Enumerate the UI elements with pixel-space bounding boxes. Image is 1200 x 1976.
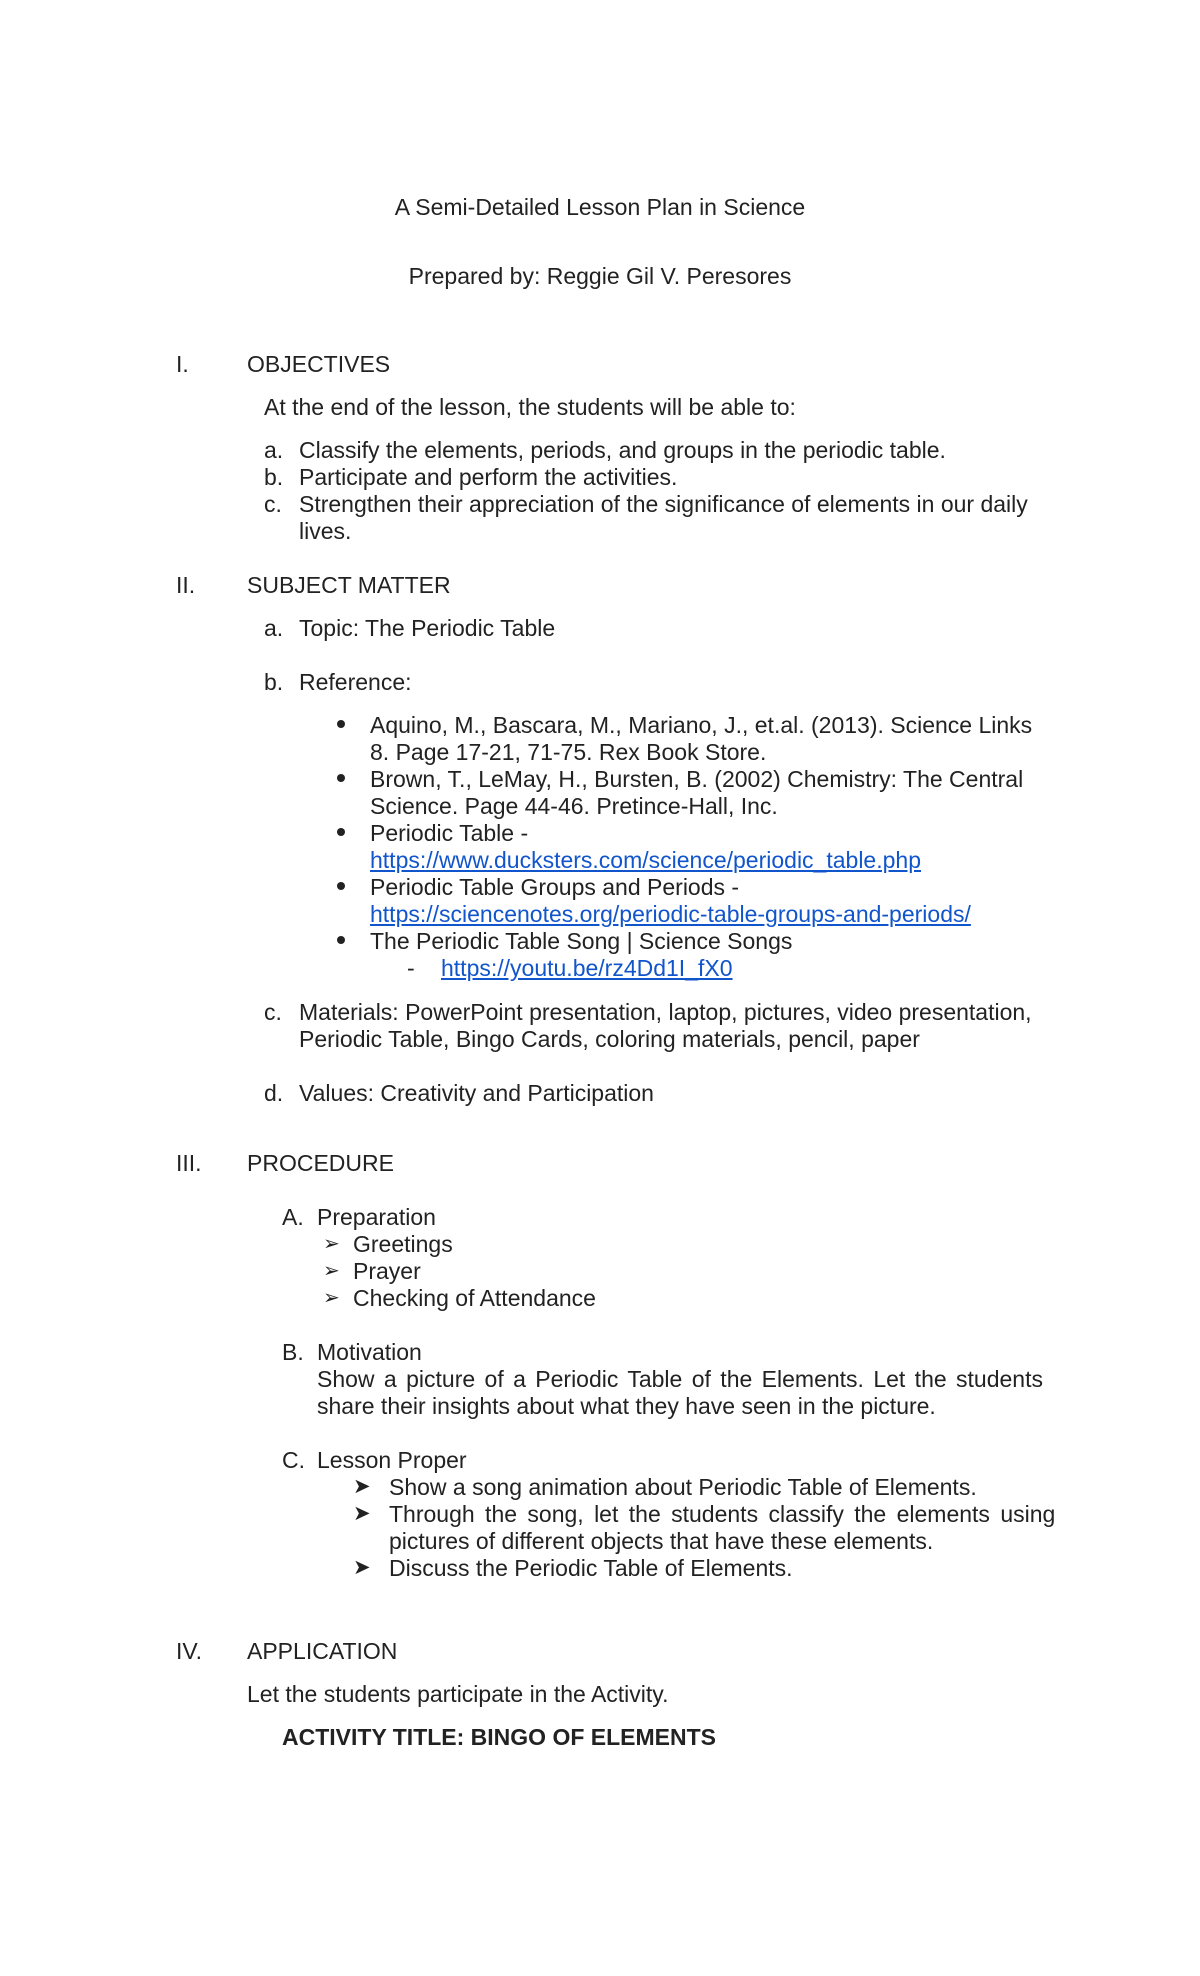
arrow-bullet-icon: ➢ bbox=[323, 1260, 340, 1282]
reference-item: Periodic Table - bbox=[370, 820, 529, 846]
reference-item: Periodic Table Groups and Periods - bbox=[370, 874, 740, 900]
objective-item: Participate and perform the activities. bbox=[299, 464, 678, 490]
reference-item: The Periodic Table Song | Science Songs bbox=[370, 928, 793, 954]
list-letter: b. bbox=[264, 669, 284, 695]
section-heading-objectives: OBJECTIVES bbox=[247, 351, 391, 377]
lesson-proper-item: Through the song, let the students classify the elements using bbox=[389, 1501, 1056, 1527]
arrow-bullet-icon: ➢ bbox=[323, 1233, 340, 1255]
document-title: A Semi-Detailed Lesson Plan in Science bbox=[394, 194, 806, 220]
preparation-item: Prayer bbox=[353, 1258, 421, 1284]
preparation-item: Checking of Attendance bbox=[353, 1285, 596, 1311]
section-numeral: III. bbox=[176, 1150, 202, 1176]
arrow-bullet-icon: ➢ bbox=[323, 1287, 340, 1309]
lesson-proper-item: Show a song animation about Periodic Table of Elements. bbox=[389, 1474, 977, 1500]
objective-item-continued: lives. bbox=[299, 518, 352, 544]
reference-item: Brown, T., LeMay, H., Bursten, B. (2002) Chemistry: The Central bbox=[370, 766, 1024, 792]
section-heading-subject-matter: SUBJECT MATTER bbox=[247, 572, 451, 598]
motivation-title: Motivation bbox=[317, 1339, 422, 1365]
list-letter: B. bbox=[282, 1339, 304, 1365]
lesson-proper-item: Discuss the Periodic Table of Elements. bbox=[389, 1555, 793, 1581]
bold-arrow-bullet-icon: ➤ bbox=[353, 1556, 371, 1579]
section-heading-procedure: PROCEDURE bbox=[247, 1150, 394, 1176]
materials-continued: Periodic Table, Bingo Cards, coloring materials, pencil, paper bbox=[299, 1026, 920, 1052]
reference-link[interactable]: https://sciencenotes.org/periodic-table-groups-and-periods/ bbox=[370, 901, 971, 927]
list-letter: d. bbox=[264, 1080, 284, 1106]
section-heading-application: APPLICATION bbox=[247, 1638, 398, 1664]
objective-item: Strengthen their appreciation of the significance of elements in our daily bbox=[299, 491, 1028, 517]
objective-item: Classify the elements, periods, and groups in the periodic table. bbox=[299, 437, 946, 463]
bullet-dot-icon bbox=[337, 720, 345, 728]
section-numeral: II. bbox=[176, 572, 196, 598]
bullet-dot-icon bbox=[337, 882, 345, 890]
reference-link[interactable]: https://youtu.be/rz4Dd1I_fX0 bbox=[441, 955, 733, 981]
application-intro: Let the students participate in the Activity. bbox=[247, 1681, 669, 1707]
materials: Materials: PowerPoint presentation, laptop, pictures, video presentation, bbox=[299, 999, 1032, 1025]
bold-arrow-bullet-icon: ➤ bbox=[353, 1475, 371, 1498]
motivation-text-continued: share their insights about what they have seen in the picture. bbox=[317, 1393, 936, 1419]
preparation-title: Preparation bbox=[317, 1204, 436, 1230]
bullet-dot-icon bbox=[337, 828, 345, 836]
list-letter: b. bbox=[264, 464, 284, 490]
reference-item-continued: Science. Page 44-46. Pretince-Hall, Inc. bbox=[370, 793, 778, 819]
values: Values: Creativity and Participation bbox=[299, 1080, 654, 1106]
lesson-proper-item-continued: pictures of different objects that have these elements. bbox=[389, 1528, 934, 1554]
list-letter: a. bbox=[264, 615, 284, 641]
motivation-text: Show a picture of a Periodic Table of the Elements. Let the students bbox=[317, 1366, 1043, 1392]
reference-label: Reference: bbox=[299, 669, 412, 695]
reference-item: Aquino, M., Bascara, M., Mariano, J., et.al. (2013). Science Links bbox=[370, 712, 1033, 738]
list-letter: c. bbox=[264, 491, 282, 517]
section-numeral: IV. bbox=[176, 1638, 203, 1664]
objectives-intro: At the end of the lesson, the students will be able to: bbox=[264, 394, 796, 420]
reference-link[interactable]: https://www.ducksters.com/science/periodic_table.php bbox=[370, 847, 921, 873]
list-letter: C. bbox=[282, 1447, 305, 1473]
bullet-dot-icon bbox=[337, 936, 345, 944]
preparation-item: Greetings bbox=[353, 1231, 453, 1257]
list-letter: A. bbox=[282, 1204, 304, 1230]
activity-title: ACTIVITY TITLE: BINGO OF ELEMENTS bbox=[282, 1724, 717, 1750]
list-letter: a. bbox=[264, 437, 284, 463]
reference-item-continued: 8. Page 17-21, 71-75. Rex Book Store. bbox=[370, 739, 767, 765]
bullet-dot-icon bbox=[337, 774, 345, 782]
topic: Topic: The Periodic Table bbox=[299, 615, 556, 641]
bold-arrow-bullet-icon: ➤ bbox=[353, 1502, 371, 1525]
section-numeral: I. bbox=[176, 351, 189, 377]
prepared-by: Prepared by: Reggie Gil V. Peresores bbox=[408, 263, 792, 289]
lesson-proper-title: Lesson Proper bbox=[317, 1447, 467, 1473]
list-letter: c. bbox=[264, 999, 282, 1025]
sub-list-dash: - bbox=[407, 955, 415, 981]
